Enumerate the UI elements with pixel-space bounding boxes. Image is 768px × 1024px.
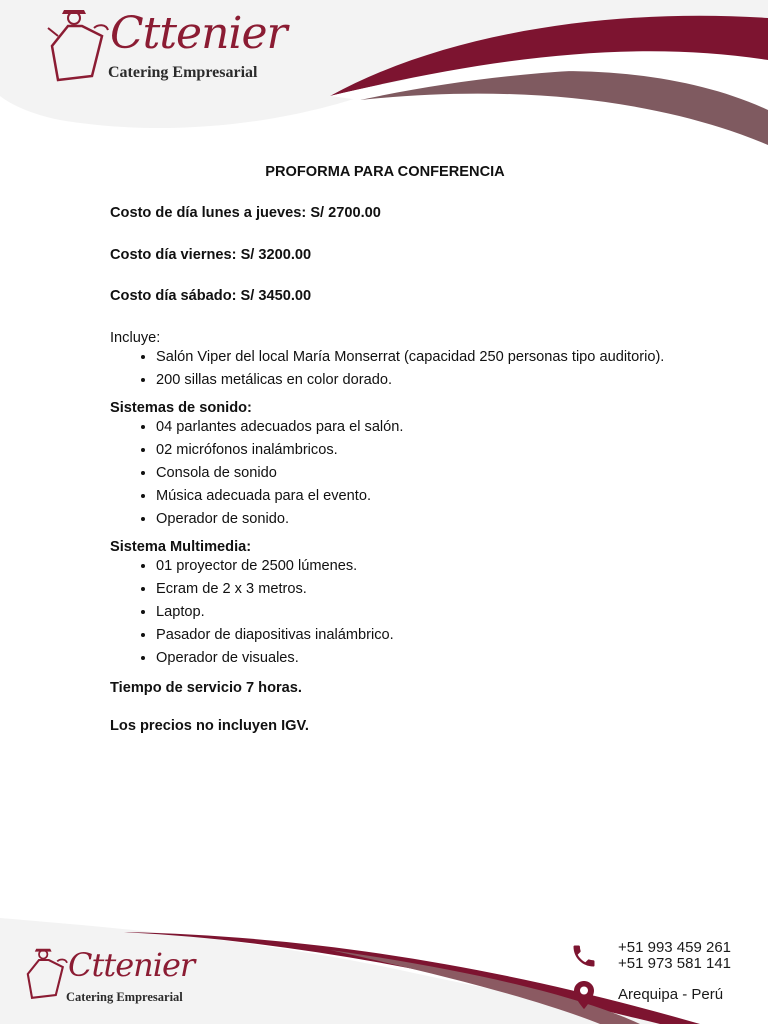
list-item: • Operador de sonido. [156, 508, 690, 531]
list-item: • Operador de visuales. [156, 647, 690, 670]
price-saturday: Costo día sábado: S/ 3450.00 [110, 288, 312, 304]
price-friday: Costo día viernes: S/ 3200.00 [110, 247, 312, 263]
document-title: PROFORMA PARA CONFERENCIA [265, 164, 505, 180]
document-body [110, 160, 690, 734]
price-weekday: Costo de día lunes a jueves: S/ 2700.00 [110, 205, 381, 221]
sound-label: Sistemas de sonido: [110, 400, 252, 416]
brand-subtitle: Catering Empresarial [66, 990, 183, 1004]
phone-numbers [618, 940, 731, 972]
location-pin-icon [572, 980, 596, 1010]
list-item: • Ecram de 2 x 3 metros. [156, 578, 690, 601]
header-logo [38, 6, 318, 86]
list-item: • Salón Viper del local María Monserrat (capacidad 250 personas tipo auditorio). [156, 346, 690, 369]
list-item: • Laptop. [156, 601, 690, 624]
list-item: • 02 micrófonos inalámbricos. [156, 439, 690, 462]
list-item: • 04 parlantes adecuados para el salón. [156, 416, 690, 439]
details-block [110, 330, 690, 734]
location-text: Arequipa - Perú [618, 986, 724, 1003]
service-time: Tiempo de servicio 7 horas. [110, 680, 302, 696]
phone-icon [570, 942, 598, 970]
list-item: • 200 sillas metálicas en color dorado. [156, 369, 690, 392]
multimedia-label: Sistema Multimedia: [110, 539, 252, 555]
sound-list [110, 416, 690, 531]
multimedia-list [110, 555, 690, 670]
includes-list [110, 346, 690, 392]
brand-subtitle: Catering Empresarial [108, 64, 258, 81]
list-item: • 01 proyector de 2500 lúmenes. [156, 555, 690, 578]
list-item: • Consola de sonido [156, 462, 690, 485]
list-item: • Pasador de diapositivas inalámbrico. [156, 624, 690, 647]
list-item: • Música adecuada para el evento. [156, 485, 690, 508]
includes-label: Incluye: [110, 330, 161, 346]
contact-info [560, 938, 760, 1018]
igv-note: Los precios no incluyen IGV. [110, 718, 309, 734]
brand-name: Cttenier [68, 946, 195, 984]
waiter-mark-icon [38, 6, 118, 86]
phone-number[interactable]: +51 973 581 141 [618, 955, 732, 972]
brand-name: Cttenier [110, 8, 287, 59]
footer-logo [18, 944, 218, 1014]
phone-number[interactable]: +51 993 459 261 [618, 939, 732, 956]
